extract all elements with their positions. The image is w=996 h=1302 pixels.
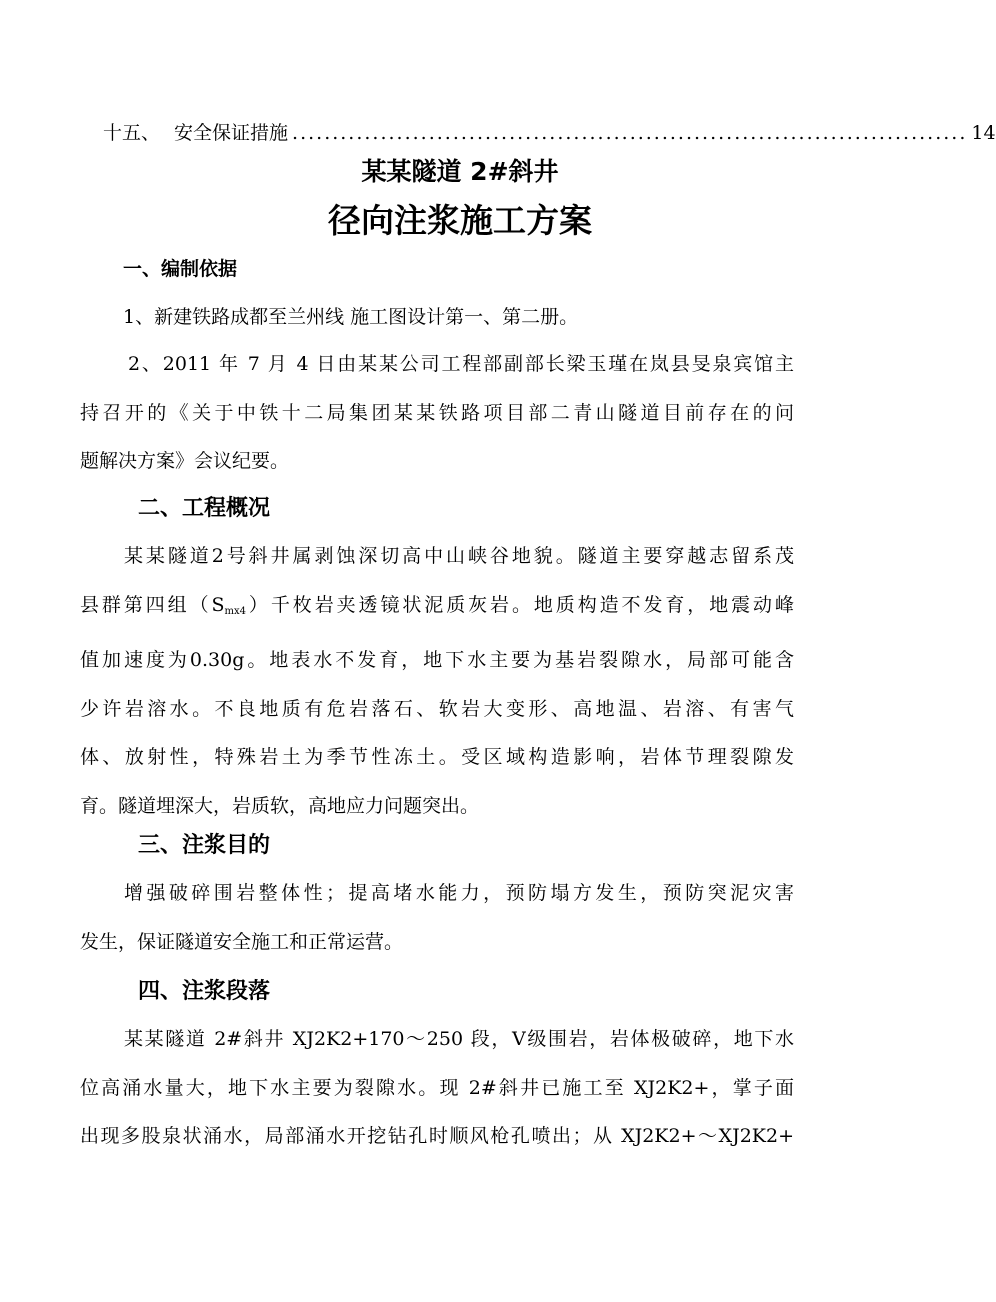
section-heading-segment: 四、注浆段落: [138, 979, 271, 1004]
basis-item-2: [80, 340, 794, 486]
section-heading-purpose: 三、注浆目的: [138, 833, 271, 858]
purpose-paragraph: [80, 869, 794, 966]
overview-paragraph: [80, 532, 794, 830]
toc-entry-label: 安全保证措施: [174, 122, 289, 144]
section-heading-basis: 一、编制依据: [123, 258, 238, 280]
document-subtitle: 径向注浆施工方案: [328, 201, 592, 240]
text-line: 位高涌水量大，地下水主要为裂隙水。现 2#斜井已施工至 XJ2K2+，掌子面: [80, 1076, 794, 1099]
text-line: 发生，保证隧道安全施工和正常运营。: [80, 930, 404, 953]
subscript: mx4: [224, 605, 247, 617]
text-line: 少许岩溶水。不良地质有危岩落石、软岩大变形、高地温、岩溶、有害气: [80, 697, 794, 720]
text-fragment: ）千枚岩夹透镜状泥质灰岩。地质构造不发育，地震动峰: [246, 593, 794, 616]
basis-item-1: [123, 293, 763, 342]
text-line: 持召开的《关于中铁十二局集团某某铁路项目部二青山隧道目前存在的问: [80, 401, 794, 424]
text-line: 值加速度为0.30g。地表水不发育，地下水主要为基岩裂隙水，局部可能含: [80, 649, 794, 671]
toc-entry[interactable]: [103, 118, 996, 148]
toc-leader-dots: ....................................................................................: [292, 122, 968, 144]
segment-paragraph: [80, 1015, 794, 1161]
text-line: 增强破碎围岩整体性；提高堵水能力，预防塌方发生，预防突泥灾害: [124, 882, 794, 904]
text-line: 2、2011 年 7 月 4 日由某某公司工程部副部长梁玉瑾在岚县旻泉宾馆主: [128, 353, 794, 375]
text-line: 题解决方案》会议纪要。: [80, 450, 290, 472]
section-heading-overview: 二、工程概况: [138, 496, 271, 521]
text-line: 出现多股泉状涌水，局部涌水开挖钻孔时顺风枪孔喷出；从 XJ2K2+～XJ2K2+: [80, 1125, 794, 1147]
text-line: 育。隧道埋深大，岩质软，高地应力问题突出。: [80, 794, 480, 817]
text-line: 1、新建铁路成都至兰州线 施工图设计第一、第二册。: [123, 306, 579, 328]
text-fragment: 县群第四组（S: [80, 593, 225, 616]
toc-entry-number: 十五、: [103, 122, 161, 144]
text-line: 体、放射性，特殊岩土为季节性冻土。受区域构造影响，岩体节理裂隙发: [80, 746, 794, 768]
text-line: 某某隧道 2#斜井 XJ2K2+170～250 段，Ⅴ级围岩，岩体极破碎，地下水: [124, 1028, 794, 1050]
toc-entry-page: 14: [971, 122, 996, 144]
text-line: [80, 581, 794, 637]
text-line: 某某隧道2号斜井属剥蚀深切高中山峡谷地貌。隧道主要穿越志留系茂: [124, 545, 794, 567]
document-title: 某某隧道 2#斜井: [361, 157, 559, 186]
